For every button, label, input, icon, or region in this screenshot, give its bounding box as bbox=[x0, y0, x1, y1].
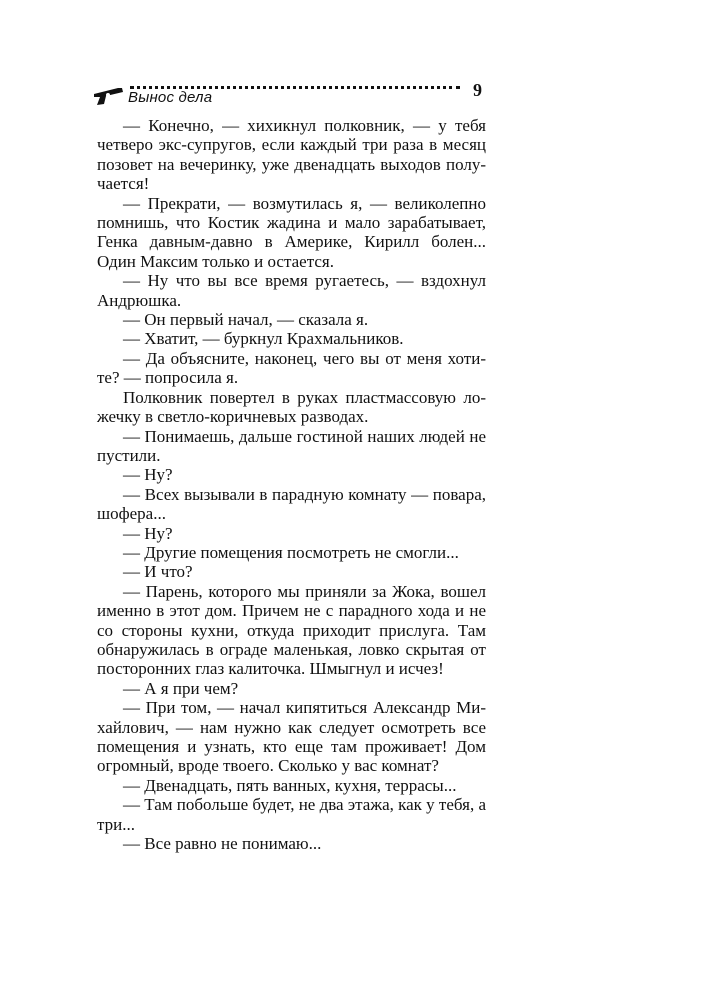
paragraph: — Он первый начал, — сказала я. bbox=[123, 310, 369, 330]
body-text bbox=[97, 116, 486, 853]
paragraph: — Там побольше будет, не два этажа, как у тебя, а три... bbox=[97, 795, 486, 834]
paragraph: — Хватит, — буркнул Крахмальников. bbox=[123, 329, 404, 349]
paragraph: — Конечно, — хихикнул полковник, — у тебя четверо экс-супругов, если каждый три раза в месяц позовет на вечеринку, уже двенадцать выходов получается! bbox=[97, 116, 486, 194]
paragraph: — При том, — начал кипятиться Александр Михайлович, — нам нужно как следует осмотреть все помещения и узнать, кто еще там проживает! Дом огромный, вроде твоего. Сколько у вас комнат? bbox=[97, 698, 486, 776]
page-number: 9 bbox=[473, 80, 482, 100]
paragraph: Полковник повертел в руках пластмассовую ложечку в светло-коричневых разводах. bbox=[97, 387, 486, 427]
paragraph: — Да объясните, наконец, чего вы от меня хотите? — попросила я. bbox=[97, 348, 486, 388]
paragraph: — Прекрати, — возмутилась я, — великолепно помнишь, что Костик жадина и мало зарабатывает, Генка давным-давно в Америке, Кирилл болен... Один Максим только и остается. bbox=[97, 193, 486, 271]
paragraph: — Понимаешь, дальше гостиной наших людей не пустили. bbox=[97, 426, 486, 465]
paragraph: — Ну что вы все время ругаетесь, — вздохнул Андрюшка. bbox=[97, 271, 486, 310]
running-title: Вынос дела bbox=[128, 89, 213, 106]
paragraph: — Ну? bbox=[123, 465, 173, 485]
paragraph: — Ну? bbox=[123, 523, 173, 543]
paragraph: — Все равно не понимаю... bbox=[123, 834, 322, 854]
paragraph: — Всех вызывали в парадную комнату — повара, шофера... bbox=[97, 484, 486, 524]
paragraph: — А я при чем? bbox=[123, 678, 239, 698]
dotted-rule bbox=[130, 78, 460, 89]
paragraph: — Двенадцать, пять ванных, кухня, террасы... bbox=[123, 775, 457, 795]
paragraph: — И что? bbox=[123, 562, 193, 582]
pistol-icon bbox=[92, 84, 124, 106]
page-header bbox=[92, 78, 492, 112]
paragraph: — Другие помещения посмотреть не смогли... bbox=[123, 542, 459, 562]
paragraph: — Парень, которого мы приняли за Жока, вошел именно в этот дом. Причем не с парадного хода и не со стороны кухни, откуда приходит прислуга. Там обнаружилась в ограде маленькая, ловко скрытая от посторонних глаз калиточка. Шмыгнул и исчез! bbox=[97, 581, 486, 679]
